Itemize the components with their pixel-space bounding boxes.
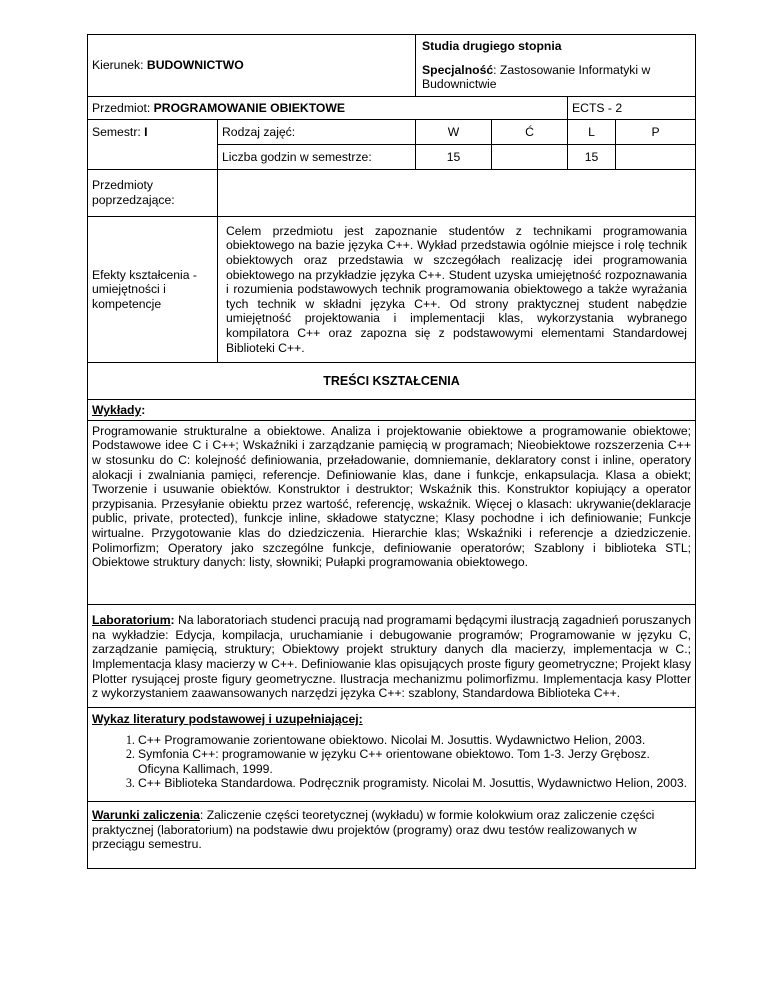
lectures-text: Programowanie strukturalne a obiektowe. Analiza i projektowanie obiektowe a programowanie obiektowe; Podstawowe idee C i C++; Wskaźniki i zarządzanie pamięcią w programach; Nieobiektowe rozszerzenia C++ w stosunku do C: kolejność definiowania, przeładowanie, domniemanie, deklaratory const i inline, operatory alokacji i zwalniania pamięci, referencje. Definiowanie klas, dane i funkcje, enkapsulacja. Klasa a obiekt; Tworzenie i usuwanie obiektów. Konstruktor i destruktor; Wskaźnik this. Konstruktor kopiujący a operator przypisania. Przesyłanie obiektu przez wartość, referencję, wskaźnik. Więcej o klasach: ukrywanie(deklaracje public, private, protected), funkcje inline, składowe statyczne; Klasy pochodne i ich definiowanie; Funkcje wirtualne. Przygotowanie klas do dziedziczenia. Hierarchie klas; Wskaźniki i referencje a dziedziczenie. Polimorfizm; Operatory jako szczególne funkcje, definiowanie operatorów; Szablony i biblioteka STL; Obiektowe struktury danych: listy, słowniki; Pułapki programowania obiektowego.	[92, 423, 692, 570]
przedmiot-row	[88, 97, 696, 120]
hours-c	[492, 145, 568, 170]
literature-list	[92, 733, 691, 792]
kierunek-value: BUDOWNICTWO	[146, 58, 244, 73]
lab-colon: :	[170, 613, 175, 628]
header-row	[88, 35, 696, 97]
hours-w: 15	[416, 145, 492, 170]
prereq-row	[88, 170, 696, 217]
kierunek-cell	[88, 35, 416, 97]
literature-row	[88, 707, 696, 801]
conditions-text: : Zaliczenie części teoretycznej (wykładu) w formie kolokwium oraz zaliczenie części praktycznej (laboratorium) na podstawie dwu projektów (programy) oraz dwu testów realizowanych w przeciągu semestru.	[92, 808, 655, 852]
przedmiot-label: Przedmiot:	[92, 100, 151, 115]
type-p: P	[616, 120, 696, 145]
type-c: Ć	[492, 120, 568, 145]
semestr-label: Semestr:	[92, 125, 141, 139]
kierunek-label: Kierunek:	[92, 58, 144, 73]
specjalnosc-line	[422, 63, 691, 92]
studia-label: Studia drugiego stopnia	[422, 39, 562, 54]
literature-item: 1. C++ Programowanie zorientowane obiektowo. Nicolai M. Josuttis. Wydawnictwo Helion, 2003.	[138, 733, 691, 748]
lab-text: Na laboratoriach studenci pracują nad programami będącymi ilustracją zagadnień poruszanych na wykładzie: Edycja, kompilacja, uruchamianie i debugowanie programów; Programowanie w języku C, zarządzanie pamięcią, struktury; Obiektowy projekt struktury danych dla macierzy, implementacja w C.; Implementacja klasy macierzy w C++. Definiowanie klas opisujących proste figury geometryczne; Projekt klasy Plotter rysującej proste figury geometryczne. Ilustracja mechanizmu polimorfizmu. Implementacja kasy Plotter z wykorzystaniem zaawansowanych narzędzi języka C++: szablony, Standardowa Biblioteka C++.	[92, 613, 692, 701]
przedmiot-value: PROGRAMOWANIE OBIEKTOWE	[153, 100, 346, 115]
syllabus-page	[87, 34, 695, 869]
syllabus-table	[87, 34, 696, 869]
rodzaj-label: Rodzaj zajęć:	[218, 120, 416, 145]
lab-row	[88, 605, 696, 708]
rodzaj-row	[88, 120, 696, 145]
semestr-cell	[88, 120, 218, 170]
lab-heading: Laboratorium	[92, 613, 171, 628]
prereq-label: Przedmioty poprzedzające:	[88, 170, 218, 217]
hours-l: 15	[568, 145, 616, 170]
content-title: TREŚCI KSZTAŁCENIA	[88, 363, 696, 400]
outcomes-label: Efekty kształcenia - umiejętności i kompetencje	[88, 217, 218, 363]
literature-item: 3. C++ Biblioteka Standardowa. Podręcznik programisty. Nicolai M. Josuttis, Wydawnictwo Helion, 2003.	[138, 776, 691, 791]
lectures-heading-line	[88, 400, 695, 421]
conditions-heading: Warunki zaliczenia	[92, 808, 200, 823]
lectures-heading: Wykłady	[92, 403, 142, 417]
content-title-row	[88, 363, 696, 400]
przedmiot-cell	[88, 97, 568, 120]
conditions-cell	[88, 802, 696, 869]
lectures-row	[88, 400, 696, 605]
literature-heading: Wykaz literatury podstawowej i uzupełniającej:	[92, 711, 363, 726]
lectures-cell	[88, 400, 696, 605]
lab-cell	[88, 605, 696, 708]
literature-item: 2. Symfonia C++: programowanie w języku C++ orientowane obiektowo. Tom 1-3. Jerzy Grębosz. Oficyna Kallimach, 1999.	[138, 747, 691, 776]
hours-p	[616, 145, 696, 170]
specjalnosc-value: : Zastosowanie Informatyki w Budownictwie	[422, 62, 651, 92]
conditions-row	[88, 802, 696, 869]
studia-cell	[416, 35, 696, 97]
semestr-value: I	[144, 125, 148, 139]
literature-cell	[88, 707, 696, 801]
lectures-colon: :	[141, 403, 146, 417]
type-w: W	[416, 120, 492, 145]
outcomes-row	[88, 217, 696, 363]
hours-label: Liczba godzin w semestrze:	[218, 145, 416, 170]
specjalnosc-label: Specjalność	[422, 62, 494, 77]
ects-cell: ECTS - 2	[568, 97, 696, 120]
outcomes-text: Celem przedmiotu jest zapoznanie studentów z technikami programowania obiektowego na bazie języka C++. Wykład przedstawia ogólnie miejsce i rolę technik obiektowych oraz przedstawia w szczegółach realizację idei programowania obiektowego na przykładzie języka C++. Student uzyska umiejętność rozpoznawania i rozumienia podstawowych technik programowania obiektowego a także wyrażania tych technik w składni języka C++. Od strony praktycznej student nabędzie umiejętność projektowania i implementacji klas, wykorzystania wybranego kompilatora C++ oraz zapozna się z podstawowymi elementami Standardowej Biblioteki C++.	[218, 217, 696, 363]
lab-paragraph	[88, 605, 695, 707]
type-l: L	[568, 120, 616, 145]
prereq-value	[218, 170, 696, 217]
